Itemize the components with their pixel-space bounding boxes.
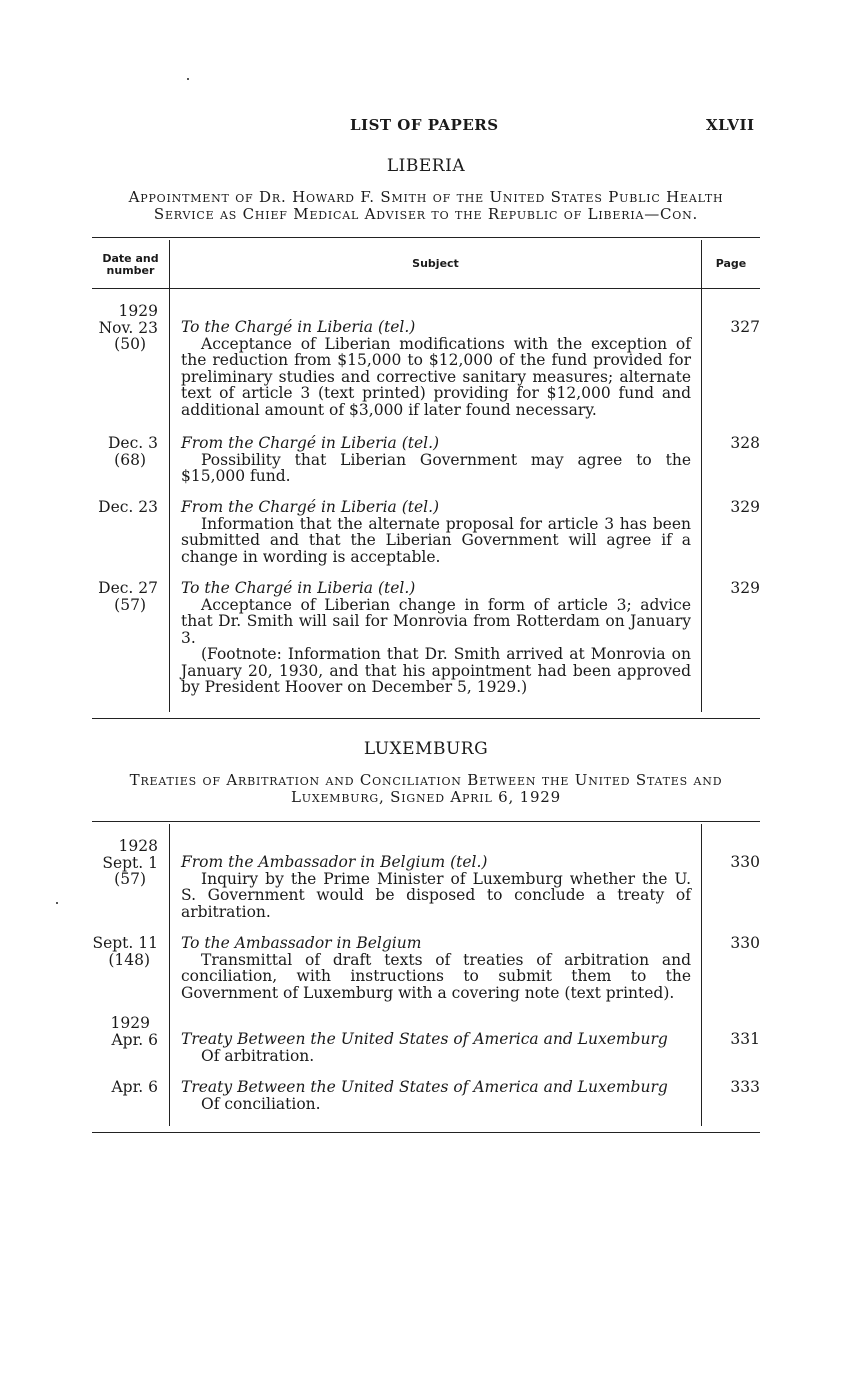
- entry-title: To the Chargé in Liberia (tel.): [181, 318, 416, 336]
- entry-footnote: (Footnote: Information that Dr. Smith arrived at Monrovia on January 20, 1930, and that his appointment had been approved by President Hoover on December 5, 1929.): [181, 645, 691, 696]
- section-subheading-line1: Treaties of Arbitration and Conciliation Between the United States and: [129, 771, 723, 789]
- entry-subject: [181, 1079, 691, 1112]
- entry-title: From the Chargé in Liberia (tel.): [181, 498, 440, 516]
- entry-page: 331: [730, 1030, 760, 1048]
- entry-body: Of arbitration.: [201, 1046, 315, 1065]
- table-top-rule: [92, 821, 760, 822]
- entry-page: 327: [730, 318, 760, 336]
- entry-page: 330: [730, 853, 760, 871]
- column-header-subject: Subject: [412, 257, 459, 270]
- entry-date-cell: Dec. 23: [98, 498, 158, 516]
- entry-subject: [181, 580, 691, 696]
- country-heading-liberia: LIBERIA: [386, 156, 466, 176]
- column-divider: [701, 240, 702, 712]
- entry-page: 333: [730, 1078, 760, 1096]
- country-heading-luxemburg: LUXEMBURG: [363, 739, 489, 759]
- entry-date-cell: Apr. 6: [111, 1078, 158, 1096]
- column-header-date: Date and number: [102, 252, 159, 277]
- entry-date-cell: Sept. 11 (148): [92, 934, 158, 969]
- entry-page: 329: [730, 498, 760, 516]
- entry-page: 330: [730, 934, 760, 952]
- entry-body: Transmittal of draft texts of treaties of arbitration and conciliation, with instructions to submit them to the Government of Luxemburg with a covering note (text printed).: [181, 950, 691, 1002]
- column-divider: [169, 824, 170, 1126]
- entry-subject: [181, 854, 691, 920]
- entry-date-cell: 1928 Sept. 1 (57): [102, 837, 158, 888]
- speck: [56, 902, 58, 904]
- section-subheading-line2: Luxemburg, Signed April 6, 1929: [291, 788, 561, 806]
- speck: [187, 78, 189, 80]
- entry-title: Treaty Between the United States of America and Luxemburg: [181, 1030, 668, 1048]
- entry-body: Acceptance of Liberian change in form of article 3; advice that Dr. Smith will sail for Monrovia from Rotterdam on January 3.: [181, 595, 691, 647]
- entry-title: To the Chargé in Liberia (tel.): [181, 579, 416, 597]
- table-bottom-rule: [92, 718, 760, 719]
- entry-body: Possibility that Liberian Government may agree to the $15,000 fund.: [181, 450, 691, 485]
- entry-subject: [181, 1031, 691, 1064]
- table-header-rule: [92, 288, 760, 289]
- running-title: LIST OF PAPERS: [350, 116, 499, 134]
- entry-date-cell: Dec. 3 (68): [108, 434, 158, 469]
- table-top-rule: [92, 237, 760, 238]
- column-divider: [701, 824, 702, 1126]
- section-subheading-line2: Service as Chief Medical Adviser to the Republic of Liberia—Con.: [153, 205, 699, 223]
- entry-page: 329: [730, 579, 760, 597]
- entry-date-cell: Dec. 27 (57): [98, 579, 158, 614]
- table-bottom-rule: [92, 1132, 760, 1133]
- entry-body: Inquiry by the Prime Minister of Luxemburg whether the U. S. Government would be disposed to conclude a treaty of arbitration.: [181, 869, 691, 921]
- entry-subject: [181, 435, 691, 485]
- column-header-page: Page: [715, 257, 747, 270]
- entry-title: Treaty Between the United States of America and Luxemburg: [181, 1078, 668, 1096]
- entry-subject: [181, 319, 691, 418]
- entry-date-cell: 1929 Nov. 23 (50): [98, 302, 158, 353]
- entry-title: From the Chargé in Liberia (tel.): [181, 434, 440, 452]
- page-number-roman: XLVII: [706, 116, 755, 134]
- entry-body: Of conciliation.: [201, 1094, 321, 1113]
- column-divider: [169, 240, 170, 712]
- entry-subject: [181, 935, 691, 1001]
- entry-subject: [181, 499, 691, 565]
- entry-title: From the Ambassador in Belgium (tel.): [181, 853, 488, 871]
- section-subheading-line1: Appointment of Dr. Howard F. Smith of the United States Public Health: [128, 188, 724, 206]
- entry-page: 328: [730, 434, 760, 452]
- entry-title: To the Ambassador in Belgium: [181, 934, 422, 952]
- entry-date-cell: 1929 Apr. 6: [110, 1014, 158, 1049]
- entry-body: Information that the alternate proposal for article 3 has been submitted and that the Liberian Government will agree if a change in wording is acceptable.: [181, 514, 691, 566]
- entry-body: Acceptance of Liberian modifications with the exception of the reduction from $15,000 to $12,000 of the fund provided for preliminary studies and corrective sanitary measures; alternate text of article 3 (text printed) providing for $12,000 fund and additional amount of $3,000 if later found necessary.: [181, 334, 691, 419]
